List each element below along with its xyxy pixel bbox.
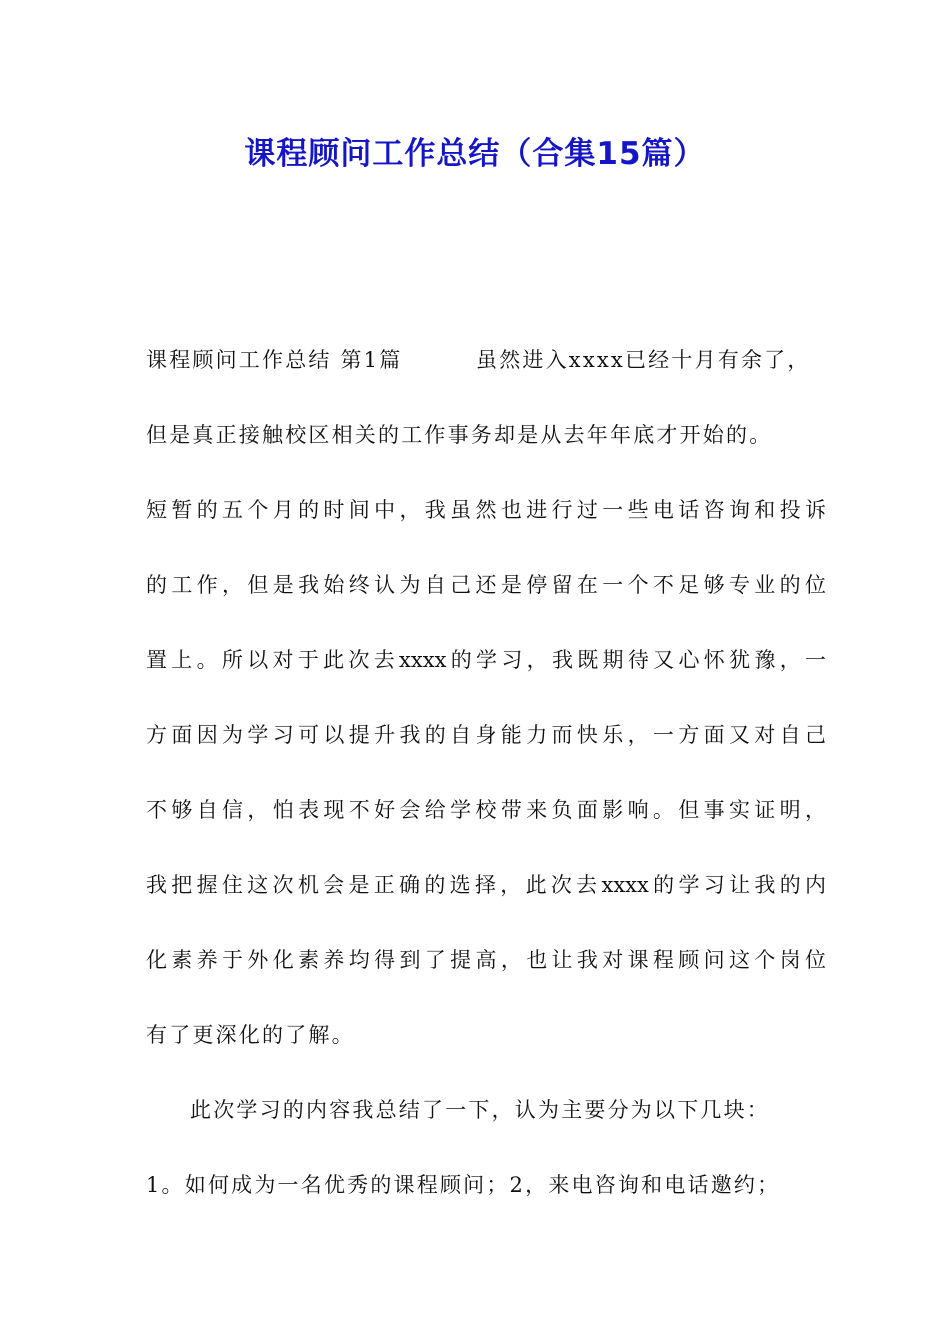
paragraph-line: 我把握住这次机会是正确的选择，此次去xxxx的学习让我的内 [146, 873, 826, 897]
document-body [146, 338, 826, 1238]
paragraph-line: 不够自信，怕表现不好会给学校带来负面影响。但事实证明， [146, 798, 826, 822]
paragraph-line: 置上。所以对于此次去xxxx的学习，我既期待又心怀犹豫，一 [146, 648, 826, 672]
paragraph-line: 的工作，但是我始终认为自己还是停留在一个不足够专业的位 [146, 573, 826, 597]
paragraph-line: 此次学习的内容我总结了一下，认为主要分为以下几块： [190, 1098, 770, 1122]
paragraph-line: 但是真正接触校区相关的工作事务却是从去年年底才开始的。 [146, 423, 773, 447]
section-heading: 课程顾问工作总结 第1篇 [146, 348, 403, 372]
paragraph-line: 方面因为学习可以提升我的自身能力而快乐，一方面又对自己 [146, 723, 826, 747]
paragraph-line: 1。如何成为一名优秀的课程顾问；2，来电咨询和电话邀约； [146, 1173, 781, 1197]
paragraph-line [146, 338, 826, 413]
document-title: 课程顾问工作总结（合集15篇） [244, 136, 706, 172]
paragraph-line: 化素养于外化素养均得到了提高，也让我对课程顾问这个岗位 [146, 948, 826, 972]
line-text: 虽然进入xxxx已经十月有余了， [476, 348, 811, 372]
paragraph-line: 有了更深化的了解。 [146, 1023, 355, 1047]
paragraph-line: 短暂的五个月的时间中，我虽然也进行过一些电话咨询和投诉 [146, 498, 826, 522]
